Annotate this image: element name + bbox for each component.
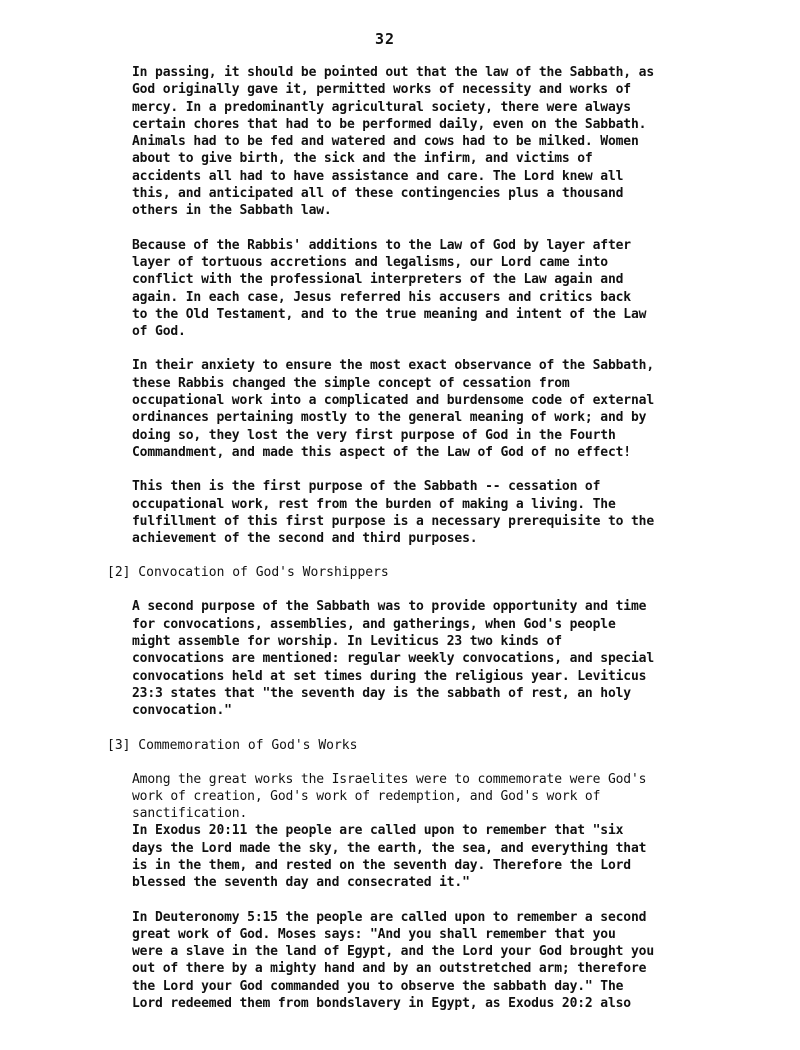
paragraph-great-works: Among the great works the Israelites were to commemorate were God's work of creation, God's work of redemption, and God's work of sanctification. [132, 771, 647, 822]
paragraph-first-purpose: This then is the first purpose of the Sabbath -- cessation of occupational work, rest from the burden of making a living. The fulfillment of this first purpose is a necessary prerequisite to the achievement of the second and third purposes. [132, 479, 655, 547]
paragraph-second-purpose: A second purpose of the Sabbath was to provide opportunity and time for convocations, assemblies, and gatherings, when God's people might assemble for worship. In Leviticus 23 two kinds of convocations are mentioned: regular weekly convocations, and special convocations held at set times during the religious year. Leviticus 23:3 states that "the seventh day is the sabbath of rest, an holy convocation." [132, 599, 655, 719]
section-heading-convocation: [2] Convocation of God's Worshippers [107, 565, 389, 581]
paragraph-works-of-necessity: In passing, it should be pointed out that the law of the Sabbath, as God originally gave it, permitted works of necessity and works of mercy. In a predominantly agricultural society, there were always certain chores that had to be performed daily, even on the Sabbath. Animals had to be fed and watered and cows had to be milked. Women about to give birth, the sick and the infirm, and victims of accidents all had to have assistance and care. The Lord knew all this, and anticipated all of these contingencies plus a thousand others in the Sabbath law. [132, 65, 655, 219]
paragraph-rabbis-additions: Because of the Rabbis' additions to the Law of God by layer after layer of tortuous accretions and legalisms, our Lord came into conflict with the professional interpreters of the Law again and again. In each case, Jesus referred his accusers and critics back to the Old Testament, and to the true meaning and intent of the Law of God. [132, 237, 647, 340]
paragraph-exodus-20-11: In Exodus 20:11 the people are called upon to remember that "six days the Lord made the sky, the earth, the sea, and everything that is in the them, and rested on the seventh day. Therefore the Lord blessed the seventh day and consecrated it." [132, 823, 647, 891]
section-heading-commemoration: [3] Commemoration of God's Works [107, 737, 358, 753]
paragraph-rabbis-anxiety: In their anxiety to ensure the most exact observance of the Sabbath, these Rabbis changed the simple concept of cessation from occupational work into a complicated and burdensome code of external ordinances pertaining mostly to the general meaning of work; and by doing so, they lost the very first purpose of God in the Fourth Commandment, and made this aspect of the Law of God of no effect! [132, 358, 655, 460]
page-number: 32 [374, 30, 396, 48]
paragraph-deuteronomy-5-15: In Deuteronomy 5:15 the people are called upon to remember a second great work of God. Moses says: "And you shall remember that you were a slave in the land of Egypt, and the Lord your God brought you out of there by a mighty hand and by an outstretched arm; therefore the Lord your God commanded you to observe the sabbath day." The Lord redeemed them from bondslavery in Egypt, as Exodus 20:2 also [132, 909, 655, 1012]
page-body [107, 64, 732, 1029]
